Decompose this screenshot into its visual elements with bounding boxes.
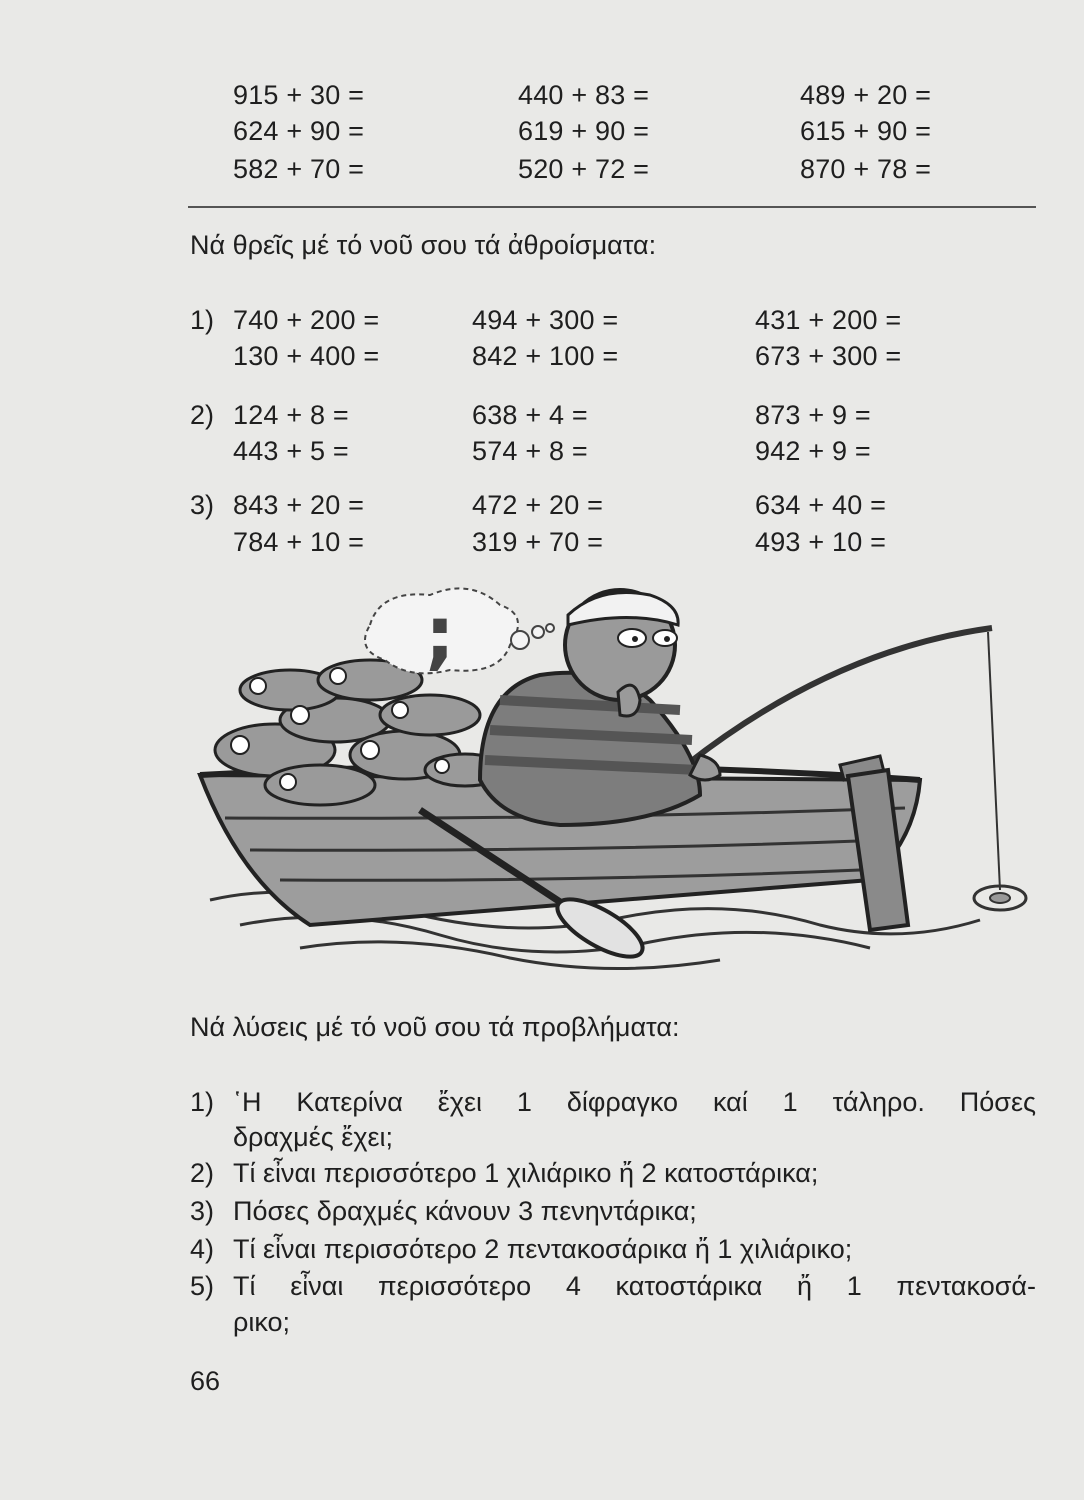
- exercise: 431 + 200 =: [755, 305, 902, 335]
- exercise: 843 + 20 =: [233, 490, 365, 520]
- problem-text: Τί εἶναι περισσότερο 4 κατοστάρικα ἤ 1 πεντακοσά-: [233, 1271, 1036, 1301]
- exercise: 574 + 8 =: [472, 436, 588, 466]
- exercise: 615 + 90 =: [800, 116, 932, 146]
- exercise: 915 + 30 =: [233, 80, 365, 110]
- exercise: 638 + 4 =: [472, 400, 588, 430]
- fishing-rod: [680, 628, 992, 770]
- group-label: 1): [190, 305, 215, 335]
- exercise: 520 + 72 =: [518, 154, 650, 184]
- group-label: 2): [190, 400, 215, 430]
- problem-number: 2): [190, 1158, 215, 1188]
- exercise: 870 + 78 =: [800, 154, 932, 184]
- exercise: 873 + 9 =: [755, 400, 871, 430]
- fishing-line: [974, 632, 1026, 910]
- exercise: 582 + 70 =: [233, 154, 365, 184]
- exercise: 619 + 90 =: [518, 116, 650, 146]
- thought-bubble: [365, 588, 554, 678]
- problem-number: 5): [190, 1271, 215, 1301]
- section-divider: [188, 206, 1036, 208]
- problem-number: 1): [190, 1087, 215, 1117]
- fisherman-boat-illustration: [180, 580, 1050, 980]
- problem-number: 4): [190, 1234, 215, 1264]
- exercise: 130 + 400 =: [233, 341, 380, 371]
- page-number: 66: [190, 1366, 221, 1396]
- exercise: 740 + 200 =: [233, 305, 380, 335]
- section1-heading: Νά θρεῖς μέ τό νοῦ σου τά ἀθροίσματα:: [190, 230, 657, 260]
- problem-text: Πόσες δραχμές κάνουν 3 πενηντάρικα;: [233, 1196, 697, 1226]
- section2-heading: Νά λύσεις μέ τό νοῦ σου τά προβλήματα:: [190, 1012, 680, 1042]
- exercise: 942 + 9 =: [755, 436, 871, 466]
- problem-text: Τί εἶναι περισσότερο 1 χιλιάρικο ἤ 2 κατοστάρικα;: [233, 1158, 819, 1188]
- question-mark-symbol: ;: [424, 589, 456, 678]
- exercise: 673 + 300 =: [755, 341, 902, 371]
- exercise: 443 + 5 =: [233, 436, 349, 466]
- exercise: 489 + 20 =: [800, 80, 932, 110]
- problem-number: 3): [190, 1196, 215, 1226]
- problem-text: Τί εἶναι περισσότερο 2 πεντακοσάρικα ἤ 1 χιλιάρικο;: [233, 1234, 853, 1264]
- exercise: 634 + 40 =: [755, 490, 887, 520]
- exercise: 624 + 90 =: [233, 116, 365, 146]
- exercise: 319 + 70 =: [472, 527, 604, 557]
- exercise: 842 + 100 =: [472, 341, 619, 371]
- group-label: 3): [190, 490, 215, 520]
- exercise: 124 + 8 =: [233, 400, 349, 430]
- exercise: 784 + 10 =: [233, 527, 365, 557]
- exercise: 440 + 83 =: [518, 80, 650, 110]
- problem-text-continued: δραχμές ἔχει;: [233, 1122, 394, 1152]
- problem-text: ῾Η Κατερίνα ἔχει 1 δίφραγκο καί 1 τάληρο. Πόσες: [233, 1087, 1036, 1117]
- exercise: 494 + 300 =: [472, 305, 619, 335]
- exercise: 472 + 20 =: [472, 490, 604, 520]
- exercise: 493 + 10 =: [755, 527, 887, 557]
- problem-text-continued: ρικο;: [233, 1307, 291, 1337]
